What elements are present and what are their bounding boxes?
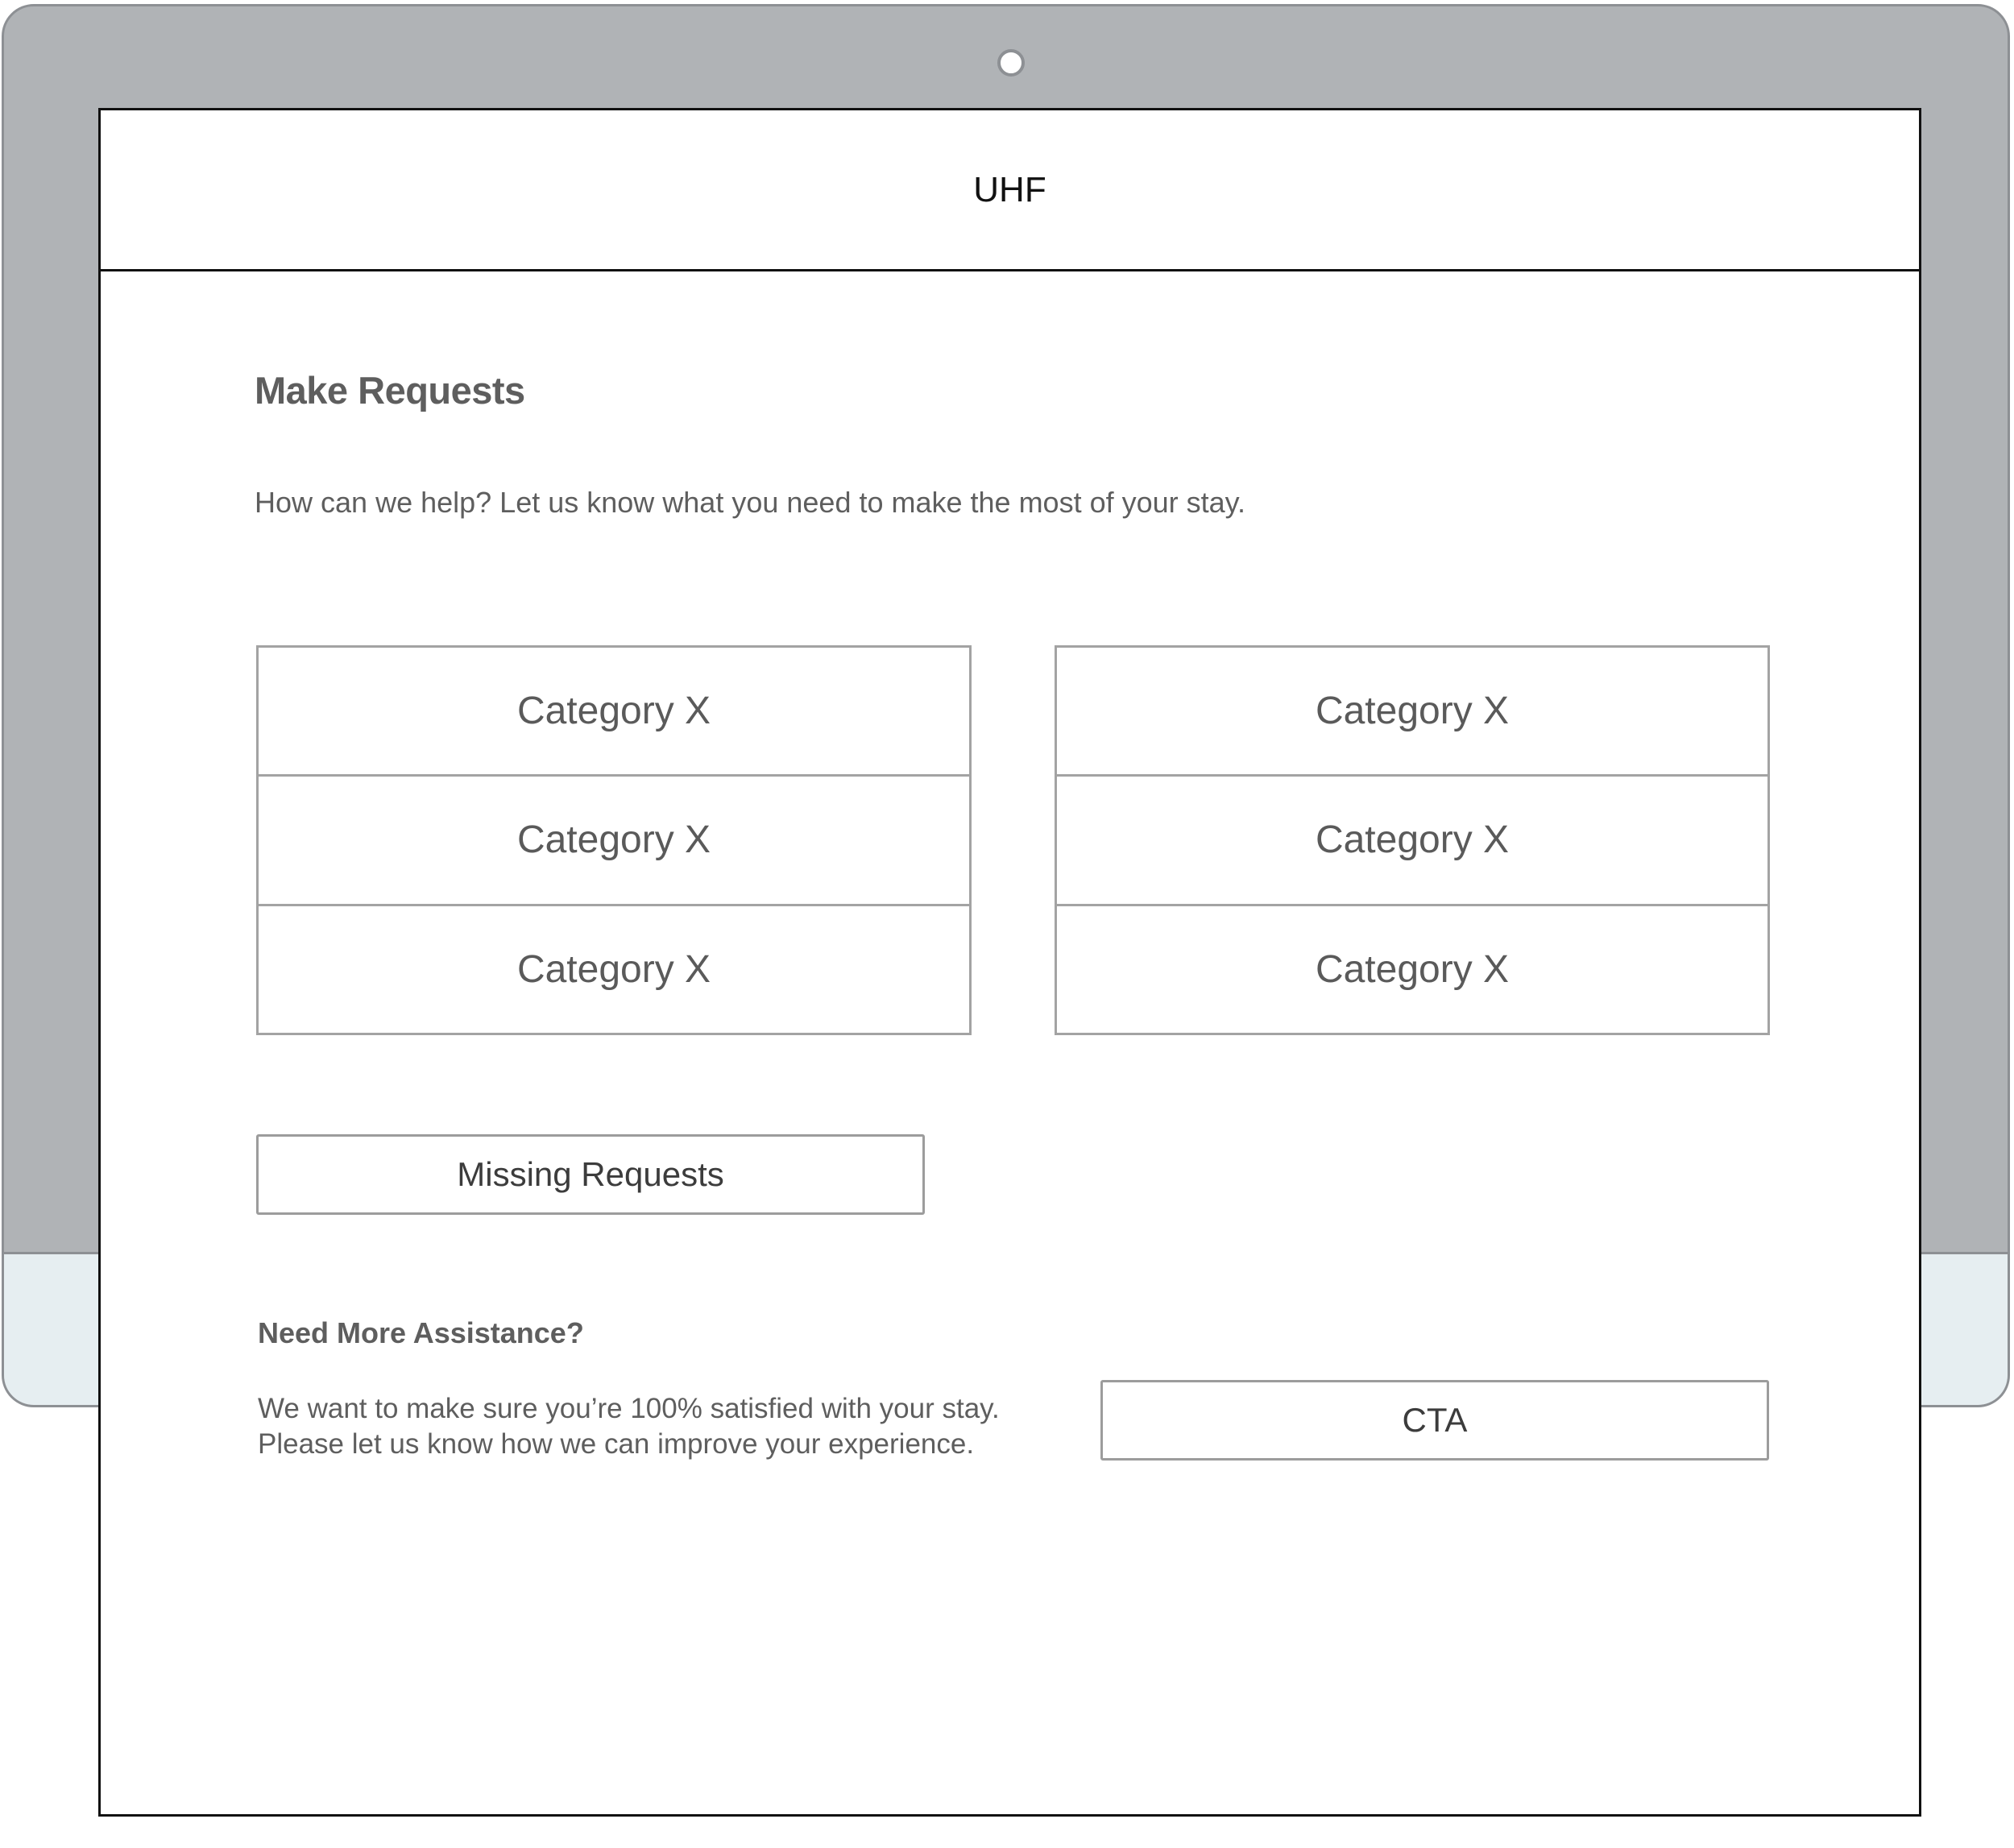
assistance-heading: Need More Assistance? <box>258 1316 584 1349</box>
category-item[interactable]: Category X <box>259 777 969 905</box>
category-item[interactable]: Category X <box>259 648 969 777</box>
camera-icon <box>997 49 1025 77</box>
category-item[interactable]: Category X <box>1057 777 1767 905</box>
intro-text: How can we help? Let us know what you need to make the most of your stay. <box>255 486 1245 519</box>
category-list-right <box>1055 645 1770 1035</box>
header-title: UHF <box>973 169 1046 209</box>
assistance-body: We want to make sure you’re 100% satisfied with your stay. Please let us know how we can improve your experience. <box>258 1393 1000 1460</box>
category-item[interactable]: Category X <box>1057 648 1767 777</box>
site-header <box>101 110 1919 271</box>
cta-button[interactable]: CTA <box>1100 1380 1769 1461</box>
missing-requests-button[interactable]: Missing Requests <box>256 1134 925 1215</box>
page-title: Make Requests <box>255 369 525 412</box>
category-item[interactable]: Category X <box>516 947 711 991</box>
screen <box>98 108 1921 1817</box>
category-item[interactable]: Category X <box>1315 947 1510 991</box>
category-list-left <box>256 645 972 1035</box>
